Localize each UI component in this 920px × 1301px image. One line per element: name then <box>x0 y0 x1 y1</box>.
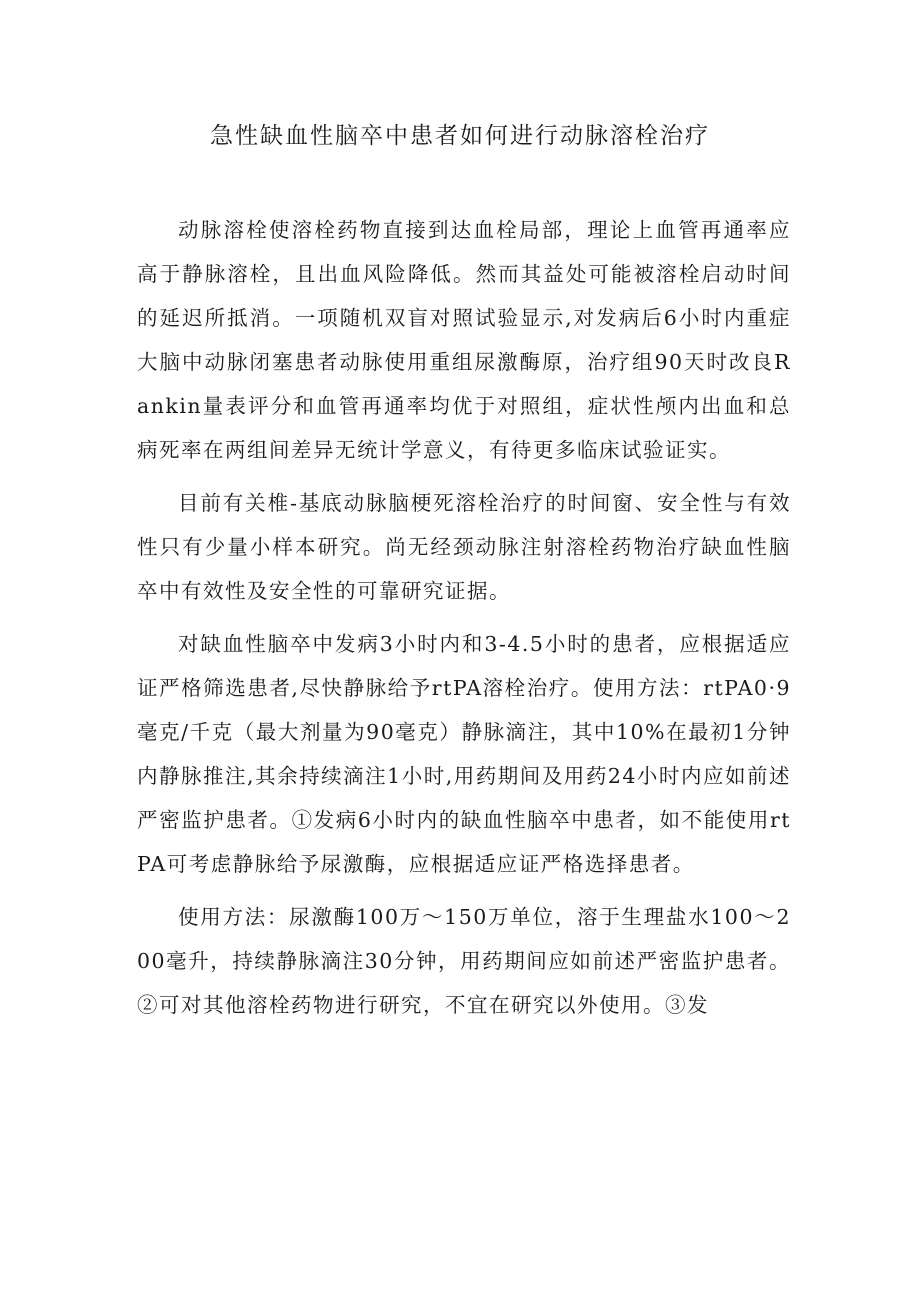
paragraph-vertebrobasilar: 目前有关椎-基底动脉脑梗死溶栓治疗的时间窗、安全性与有效性只有少量小样本研究。尚无经颈动脉注射溶栓药物治疗缺血性脑卒中有效性及安全性的可靠研究证据。 <box>137 491 791 603</box>
paragraph-rtpa-treatment: 对缺血性脑卒中发病3小时内和3-4.5小时的患者，应根据适应证严格筛选患者,尽快静脉给予rtPA溶栓治疗。使用方法：rtPA0·9毫克/千克（最大剂量为90毫克）静脉滴注，其中10%在最初1分钟内静脉推注,其余持续滴注1小时,用药期间及用药24小时内应如前述严密监护患者。①发病6小时内的缺血性脑卒中患者，如不能使用rtPA可考虑静脉给予尿激酶，应根据适应证严格选择患者。 <box>137 632 791 876</box>
document-title: 急性缺血性脑卒中患者如何进行动脉溶栓治疗 <box>210 123 710 149</box>
paragraph-intra-arterial-thrombolysis: 动脉溶栓使溶栓药物直接到达血栓局部，理论上血管再通率应高于静脉溶栓，且出血风险降低。然而其益处可能被溶栓启动时间的延迟所抵消。一项随机双盲对照试验显示,对发病后6小时内重症大脑中动脉闭塞患者动脉使用重组尿激酶原，治疗组90天时改良Rankin量表评分和血管再通率均优于对照组，症状性颅内出血和总病死率在两组间差异无统计学意义，有待更多临床试验证实。 <box>137 218 791 462</box>
document-body <box>137 208 791 1036</box>
paragraph-urokinase-usage: 使用方法：尿激酶100万～150万单位，溶于生理盐水100～200毫升，持续静脉滴注30分钟，用药期间应如前述严密监护患者。②可对其他溶栓药物进行研究，不宜在研究以外使用。③发 <box>137 905 791 1017</box>
